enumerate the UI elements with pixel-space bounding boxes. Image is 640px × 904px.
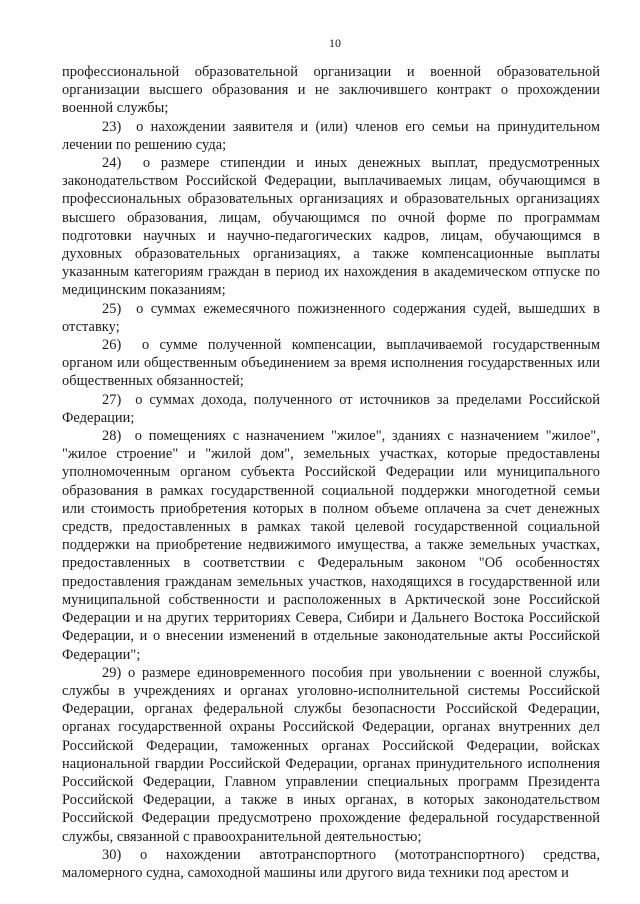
page-number: 10 <box>329 36 341 50</box>
paragraph: 26) о сумме полученной компенсации, выплачиваемой государственным органом или общественным объединением за время исполнения государственных или общественных обязанностей; <box>62 337 600 390</box>
paragraph: 27) о суммах дохода, полученного от источников за пределами Российской Федерации; <box>62 391 600 426</box>
paragraph: 25) о суммах ежемесячного пожизненного содержания судей, вышедших в отставку; <box>62 300 600 335</box>
paragraph: 30) о нахождении автотранспортного (мототранспортного) средства, маломерного судна, самоходной машины или другого вида техники под арестом и <box>62 846 600 881</box>
paragraph: 23) о нахождении заявителя и (или) членов его семьи на принудительном лечении по решению суда; <box>62 118 600 153</box>
paragraph: 29) о размере единовременного пособия при увольнении с военной службы, службы в учреждениях и органах уголовно-исполнительной системы Российской Федерации, органах федеральной службы безопасности Российской Федерации, органах государственной охраны Российской Федерации, органах внутренних дел Российской Федерации, таможенных органах Российской Федерации, войсках национальной гвардии Российской Федерации, органах принудительного исполнения Российской Федерации, Главном управлении специальных программ Президента Российской Федерации, а также в иных органах, в которых законодательством Российской Федерации предусмотрено прохождение федеральной государственной службы, связанной с правоохранительной деятельностью; <box>62 664 600 845</box>
paragraph: 24) о размере стипендии и иных денежных выплат, предусмотренных законодательством Российской Федерации, выплачиваемых лицам, обучающимся в профессиональных образовательных организациях и образовательных организациях высшего образования, лицам, обучающимся по очной форме по программам подготовки научных и научно-педагогических кадров, лицам, обучающимся в духовных образовательных организациях, а также компенсационные выплаты указанным категориям граждан в период их нахождения в академическом отпуске по медицинским показаниям; <box>62 155 600 299</box>
paragraph: профессиональной образовательной организации и военной образовательной организации высшего образования и не заключившего контракт о прохождении военной службы; <box>62 64 600 117</box>
document-body <box>62 63 600 882</box>
paragraph: 28) о помещениях с назначением "жилое", зданиях с назначением "жилое", "жилое строение" и "жилой дом", земельных участках, которые предоставлены уполномоченным органом субъекта Российской Федерации или муниципального образования в рамках государственной социальной поддержки многодетной семьи или стоимость приобретения которых в полном объеме оплачена за счет денежных средств, предоставленных в рамках такой целевой государственной социальной поддержки на приобретение недвижимого имущества, а также земельных участках, предоставленных в соответствии с Федеральным законом "Об особенностях предоставления гражданам земельных участков, находящихся в государственной или муниципальной собственности и расположенных в Арктической зоне Российской Федерации и на других территориях Севера, Сибири и Дальнего Востока Российской Федерации, и о внесении изменений в отдельные законодательные акты Российской Федерации"; <box>62 428 600 663</box>
